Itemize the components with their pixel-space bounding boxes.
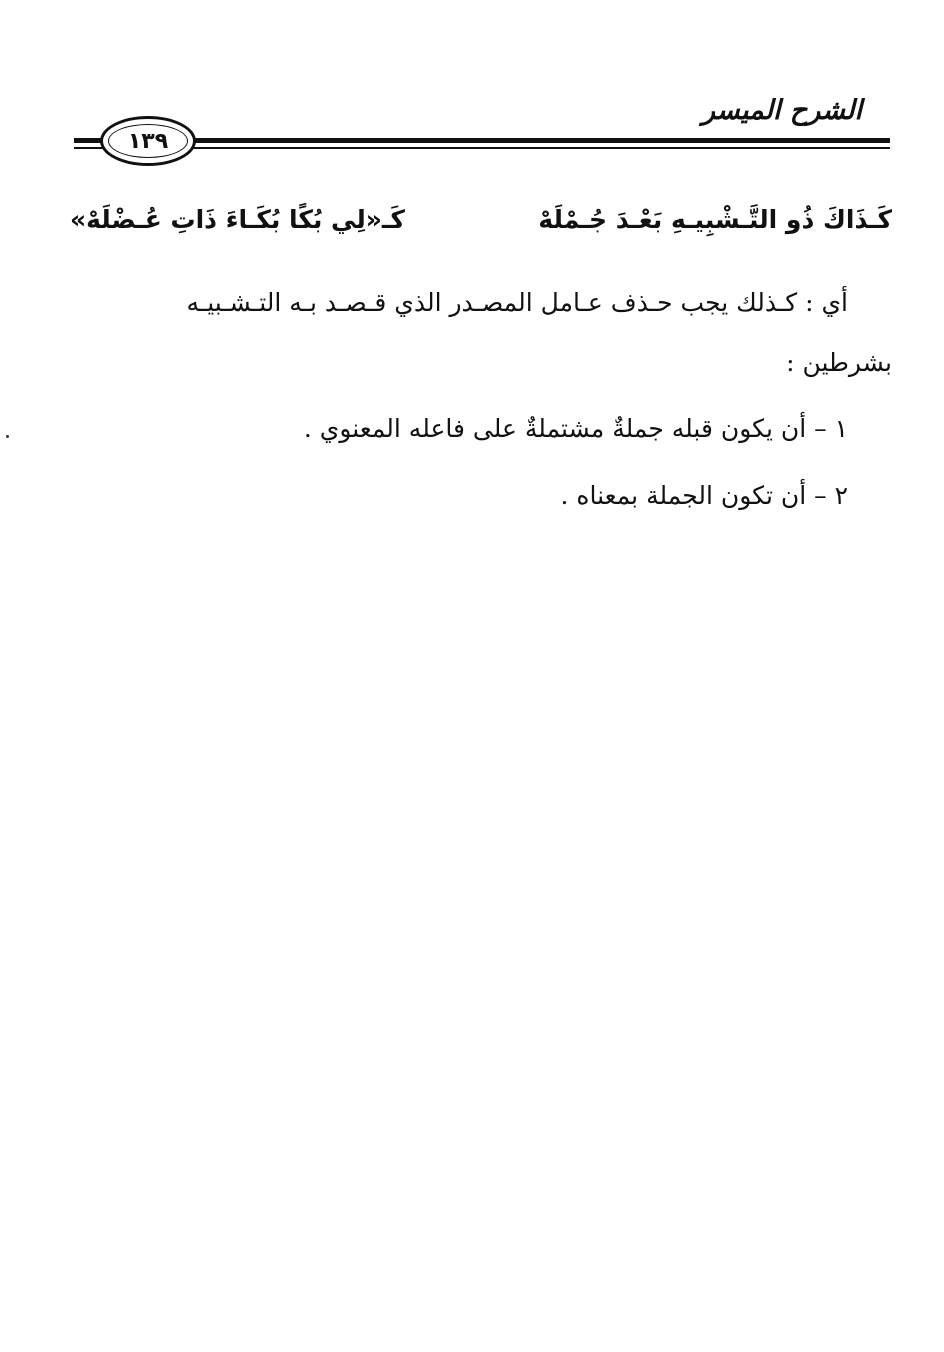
explanation-line: أي : كـذلك يجب حـذف عـامل المصـدر الذي قـصـد بـه التـشـبيـه: [186, 288, 848, 317]
scan-speck: [6, 435, 9, 438]
verse-first-hemistich: كَـذَاكَ ذُو التَّـشْبِيـهِ بَعْـدَ جُـمْلَهْ: [538, 205, 892, 234]
condition-item-1: ١ – أن يكون قبله جملةٌ مشتملةٌ على فاعله المعنوي .: [303, 414, 848, 443]
poetry-verse: [70, 205, 892, 234]
condition-item-2: ٢ – أن تكون الجملة بمعناه .: [560, 481, 848, 510]
page-number-badge: [100, 116, 196, 166]
explanation-continuation: بشرطين :: [786, 348, 892, 377]
running-header-title: الشرح الميسر: [701, 95, 862, 126]
header-rule-thick: [74, 138, 890, 143]
verse-second-hemistich: كَـ«لِي بُكًا بُكَـاءَ ذَاتِ عُـضْلَهْ»: [70, 205, 405, 234]
page-number: ١٣٩: [127, 128, 169, 154]
header-rule-thin: [74, 147, 890, 149]
